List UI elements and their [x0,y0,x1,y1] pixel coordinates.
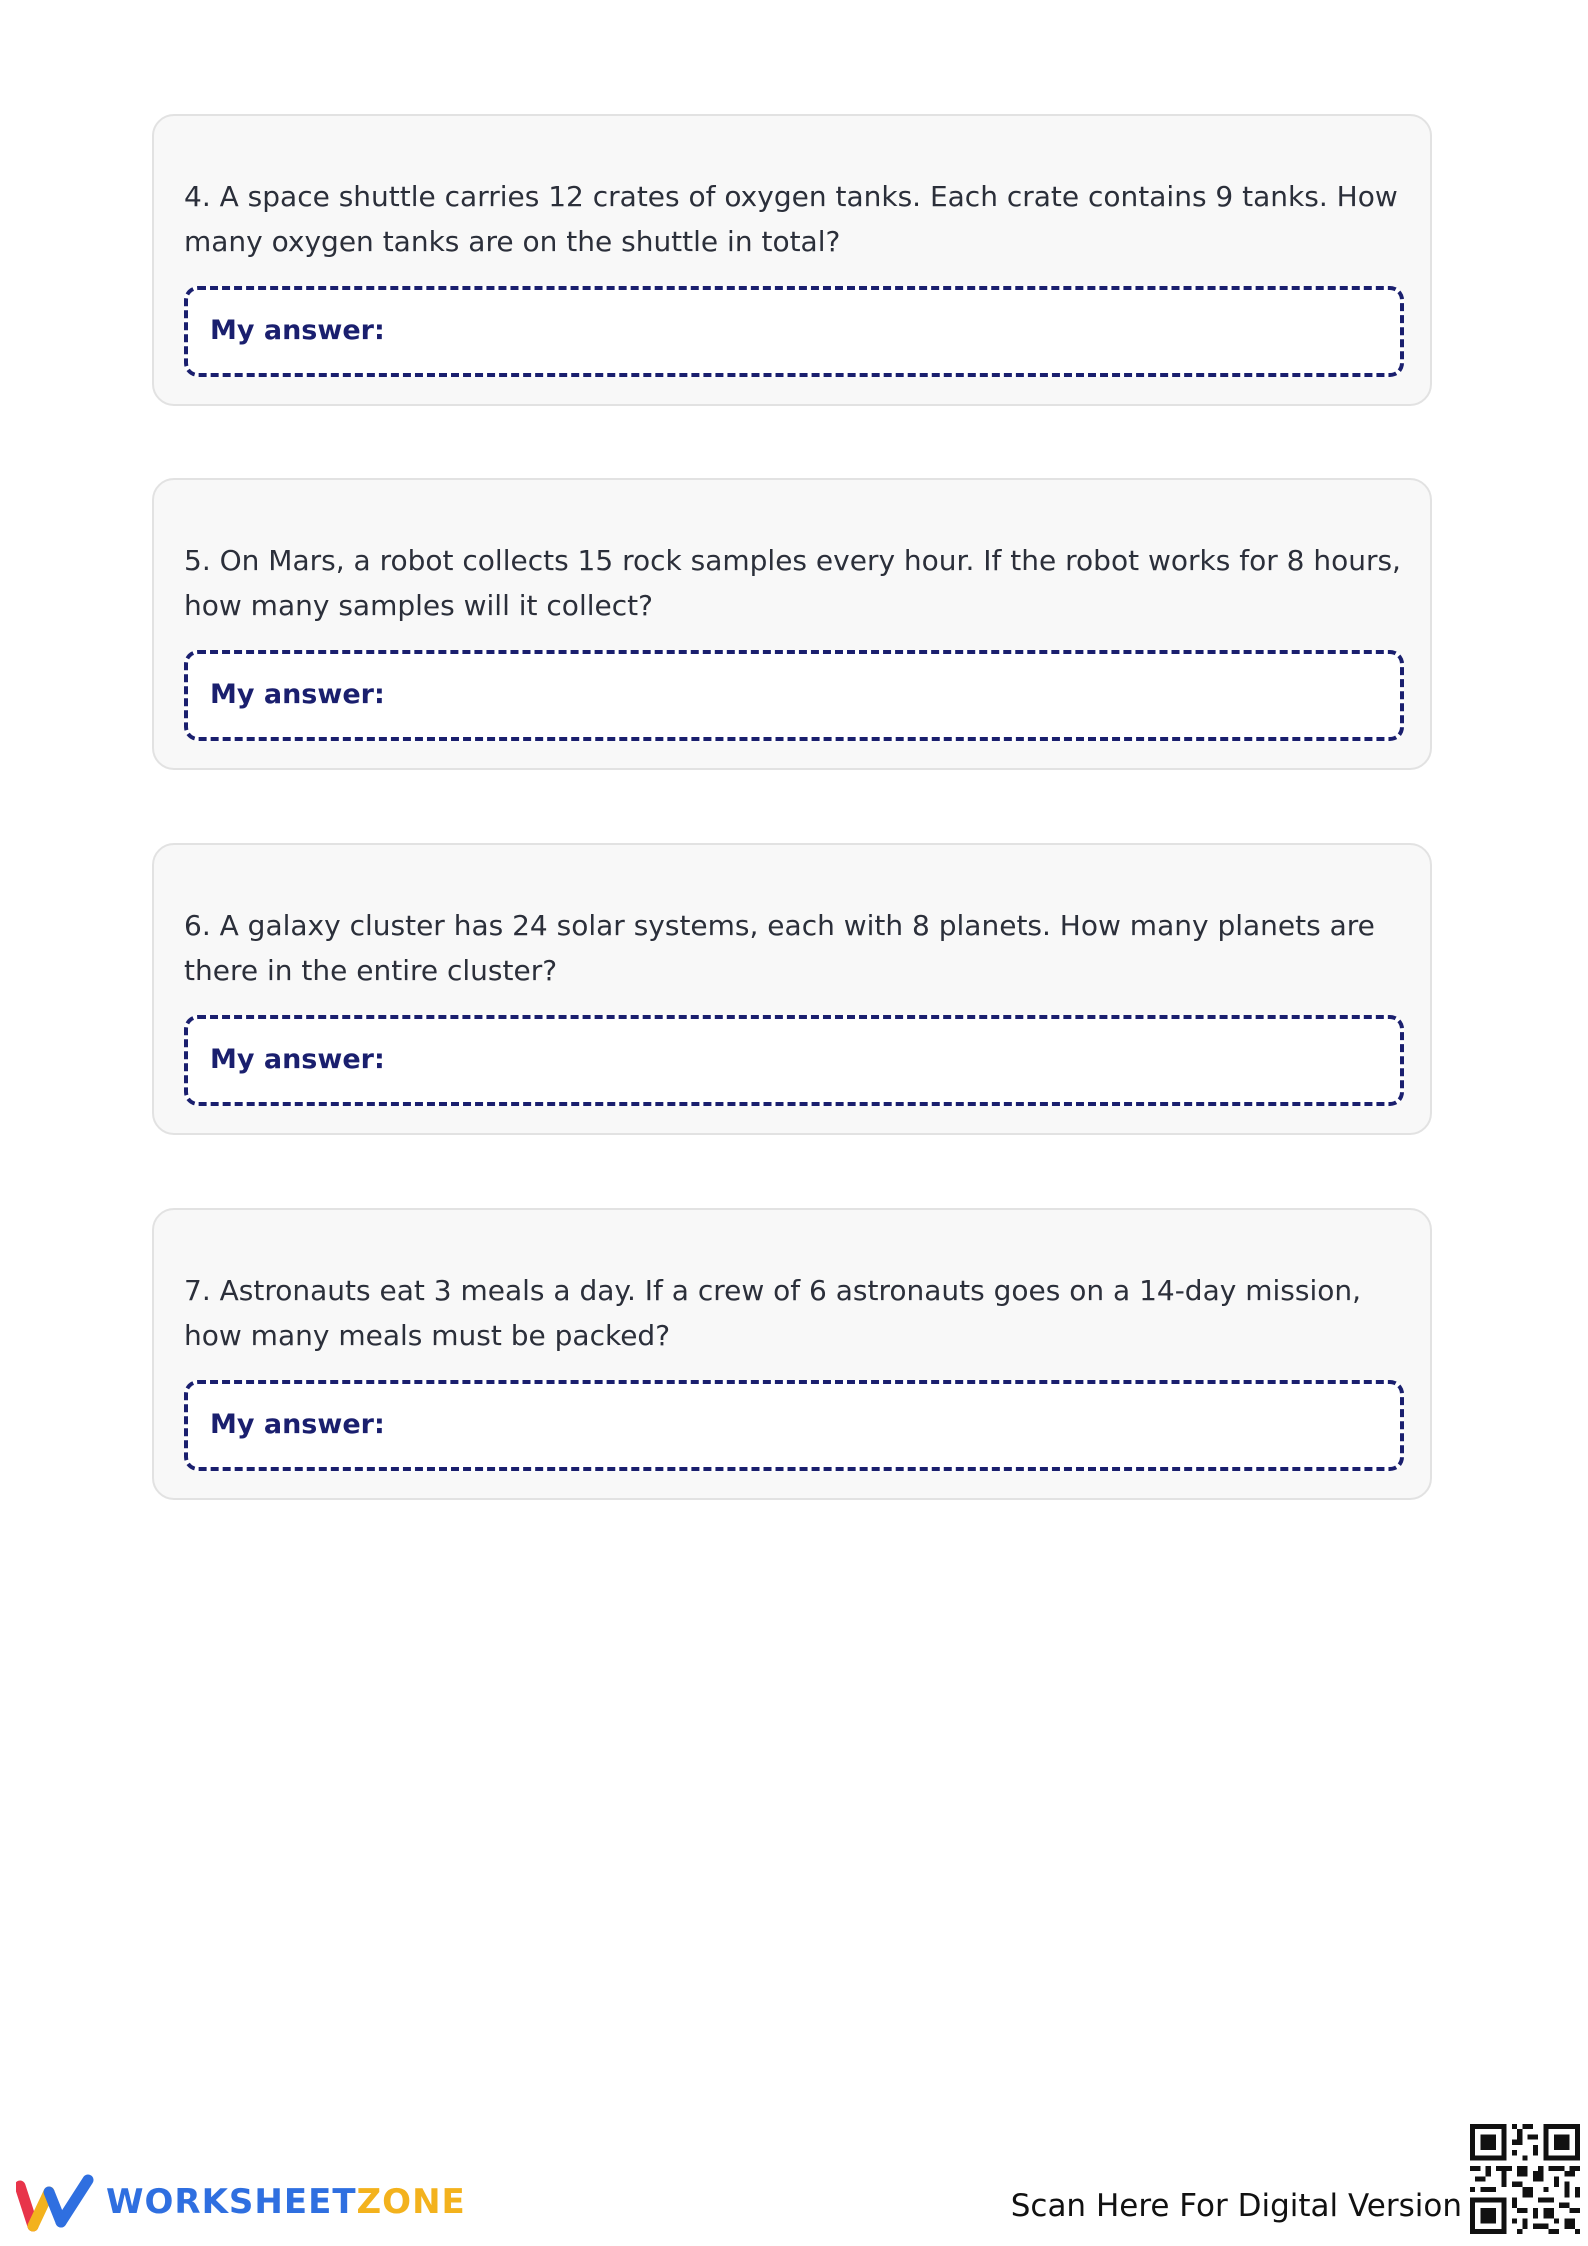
question-card-6 [152,843,1432,1135]
question-text: 4. A space shuttle carries 12 crates of oxygen tanks. Each crate contains 9 tanks. How many oxygen tanks are on the shuttle in total? [184,180,1398,258]
worksheetzone-logo-icon [16,2172,94,2232]
question-card-5 [152,478,1432,770]
brand-name [106,2182,466,2222]
answer-field[interactable] [184,650,1404,741]
brand-name-part2: ZONE [356,2182,466,2222]
question-text: 5. On Mars, a robot collects 15 rock samples every hour. If the robot works for 8 hours, how many samples will it collect? [184,544,1401,622]
answer-label: My answer: [210,1044,385,1075]
answer-label: My answer: [210,315,385,346]
scan-instruction: Scan Here For Digital Version [1010,2188,1462,2224]
qr-code-icon[interactable] [1470,2124,1580,2234]
answer-field[interactable] [184,286,1404,377]
question-card-4 [152,114,1432,406]
brand-logo[interactable] [16,2172,466,2232]
question-card-7 [152,1208,1432,1500]
answer-label: My answer: [210,679,385,710]
answer-field[interactable] [184,1380,1404,1471]
brand-name-part1: WORKSHEET [106,2182,357,2222]
answer-label: My answer: [210,1409,385,1440]
question-text: 6. A galaxy cluster has 24 solar systems, each with 8 planets. How many planets are there in the entire cluster? [184,909,1375,987]
answer-field[interactable] [184,1015,1404,1106]
question-text: 7. Astronauts eat 3 meals a day. If a crew of 6 astronauts goes on a 14-day mission, how many meals must be packed? [184,1274,1361,1352]
